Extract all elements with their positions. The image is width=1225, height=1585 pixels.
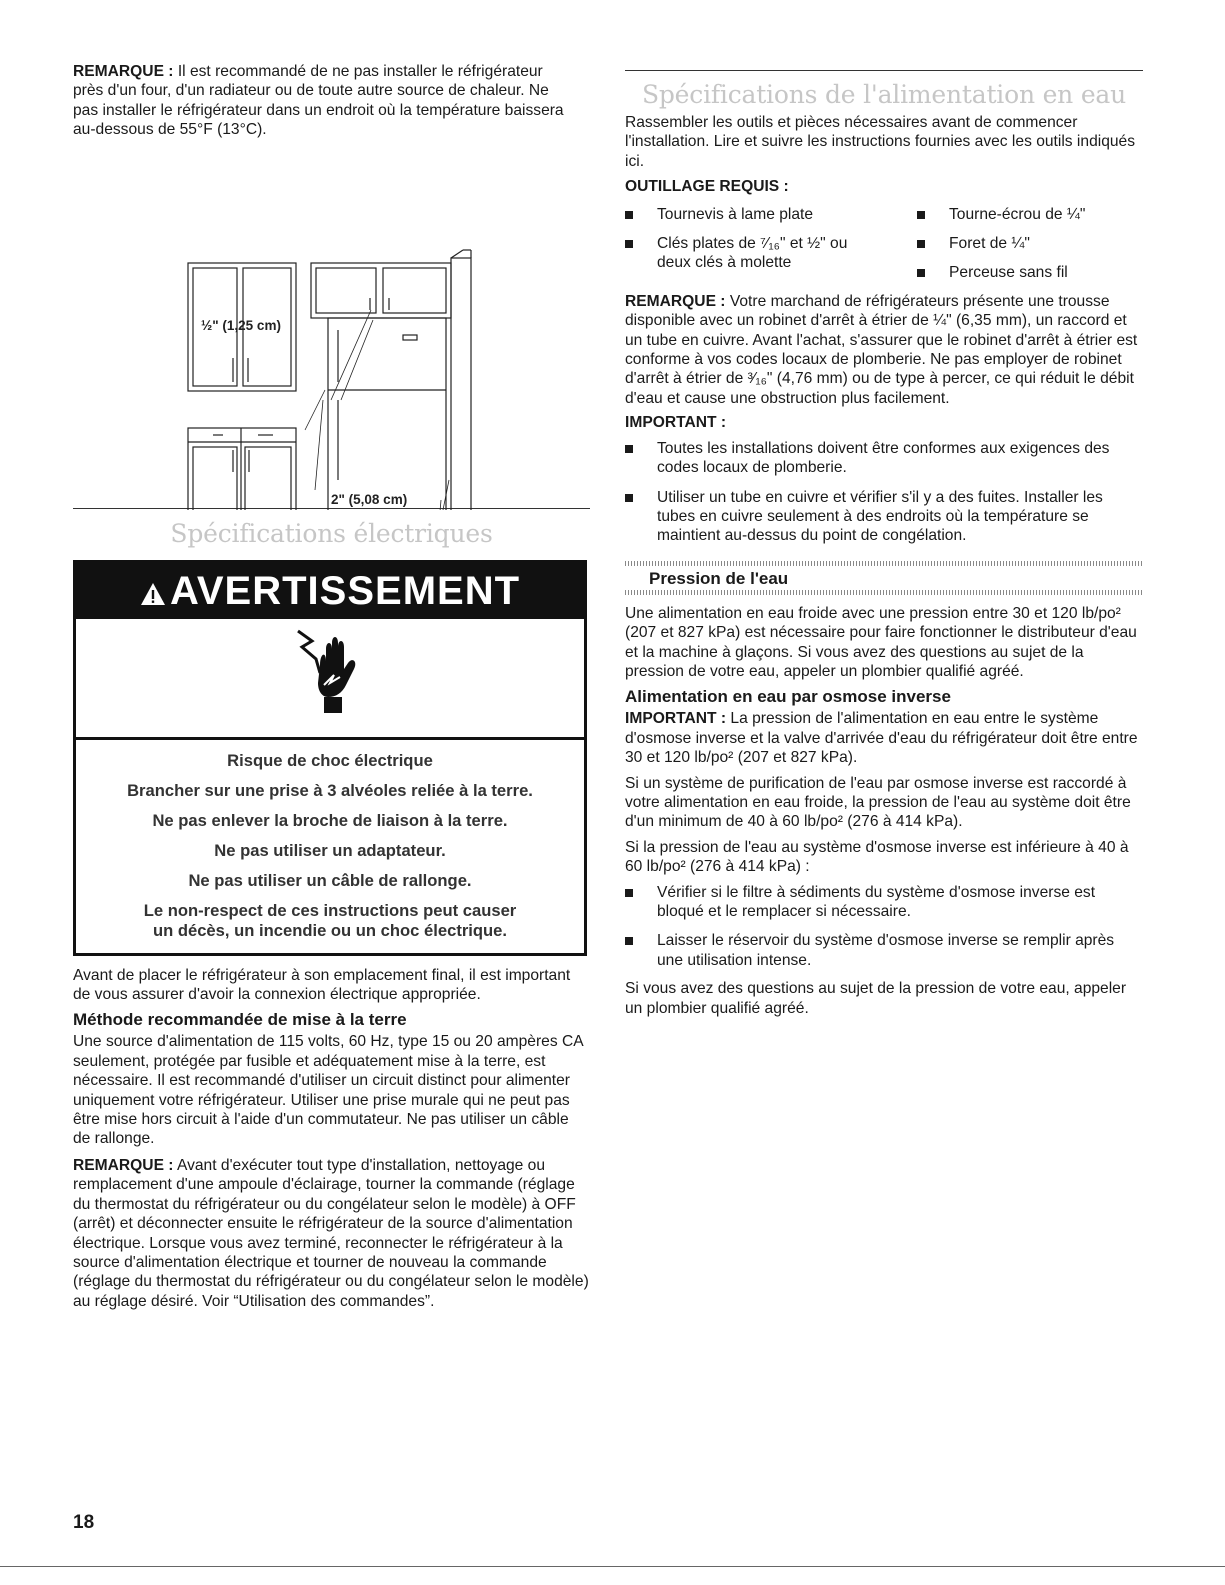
list-item	[917, 205, 1143, 224]
note-text: Votre marchand de réfrigérateurs présente une trousse disponible avec un robinet d'arrêt à étrier de ¼" (6,35 mm), un raccord et un tube en cuivre. Avant l'achat, s'assurer que le robinet d'arrêt à étrier est conforme à vos codes locaux de plomberie. Ne pas employer de robinet d'arrêt à étrier de ³⁄₁₆" (4,76 mm) ou de type à percer, ce qui réduit le débit d'eau et cause une obstruction plus facilement.	[625, 292, 1138, 407]
bullet-icon	[917, 269, 925, 277]
list-item	[625, 205, 917, 224]
note-remarque-power	[73, 1156, 590, 1311]
list-item	[625, 234, 917, 273]
water-intro: Rassembler les outils et pièces nécessaires avant de commencer l'installation. Lire et suivre les instructions fournies avec les outils indiqués ici.	[625, 114, 1136, 170]
bullet-icon	[917, 211, 925, 219]
bullet-icon	[625, 445, 633, 453]
warning-consequence: un décès, un incendie ou un choc électrique.	[152, 920, 508, 940]
list-item-text: Vérifier si le filtre à sédiments du système d'osmose inverse est bloqué et le remplacer si nécessaire.	[657, 883, 1096, 920]
left-column	[73, 62, 590, 1311]
warning-line: Ne pas utiliser un adaptateur.	[214, 840, 446, 860]
tool-name: Tourne-écrou de ¼"	[949, 205, 1086, 223]
grounding-method-title: Méthode recommandée de mise à la terre	[73, 1010, 407, 1030]
warning-consequence: Le non-respect de ces instructions peut causer	[143, 900, 517, 920]
list-item	[625, 488, 1143, 546]
list-item-text: Utiliser un tube en cuivre et vérifier s'il y a des fuites. Installer les tubes en cuivre seulement à des endroits où la température se maintient au-dessus du point de congélation.	[657, 488, 1103, 545]
installation-figure	[73, 150, 590, 510]
warning-line: Ne pas utiliser un câble de rallonge.	[188, 870, 472, 890]
list-item-text: Toutes les installations doivent être conformes aux exigences des codes locaux de plomberie.	[657, 439, 1110, 477]
bullet-icon	[625, 889, 633, 897]
list-item	[917, 234, 1143, 253]
tools-list-left	[625, 205, 917, 283]
right-column	[625, 70, 1143, 1018]
warning-line: Brancher sur une prise à 3 alvéoles reliée à la terre.	[127, 780, 533, 800]
bullet-icon	[625, 211, 633, 219]
important-list	[625, 439, 1143, 546]
note-remarque-kit	[625, 292, 1143, 408]
section-title-water: Spécifications de l'alimentation en eau	[641, 80, 1127, 109]
list-item	[625, 931, 1143, 970]
note-text: Il est recommandé de ne pas installer le réfrigérateur près d'un four, d'un radiateur ou de toute autre source de chaleur. Ne pas installer le réfrigérateur dans un endroit où la température baissera au-dessous de 55°F (13°C).	[73, 63, 564, 139]
tool-name: Tournevis à lame plate	[657, 205, 814, 223]
reverse-osmosis-p4: Si vous avez des questions au sujet de la pression de votre eau, appeler un plombier qualifié agréé.	[625, 980, 1127, 1017]
tool-name: Clés plates de ⁷⁄₁₆" et ½" ou deux clés à molette	[657, 235, 848, 272]
warning-text-block	[76, 740, 584, 953]
note-label: REMARQUE :	[73, 63, 174, 80]
list-item-text: Laisser le réservoir du système d'osmose inverse se remplir après une utilisation intense.	[657, 932, 1115, 969]
warning-header	[76, 563, 584, 619]
tools-list-right	[917, 205, 1143, 283]
important-title: IMPORTANT :	[625, 414, 727, 432]
pressure-title: Pression de l'eau	[649, 568, 789, 588]
warning-header-text: AVERTISSEMENT	[169, 568, 521, 613]
electric-hazard-icon	[76, 619, 584, 740]
electrical-intro: Avant de placer le réfrigérateur à son emplacement final, il est important de vous assurer d'avoir la connexion électrique appropriée.	[73, 966, 571, 1004]
dimension-label-top: ½" (1,25 cm)	[201, 317, 281, 333]
section-divider	[625, 70, 1143, 71]
note-label: REMARQUE :	[73, 1156, 174, 1174]
reverse-osmosis-important	[625, 709, 1143, 767]
tools-list	[625, 205, 1143, 283]
bullet-icon	[625, 494, 633, 502]
bullet-icon	[625, 937, 633, 945]
dimension-label-bottom: 2" (5,08 cm)	[331, 491, 408, 507]
warning-risk: Risque de choc électrique	[227, 750, 433, 770]
important-label: IMPORTANT :	[625, 710, 727, 728]
warning-box	[73, 560, 587, 956]
warning-line: Ne pas enlever la broche de liaison à la terre.	[152, 810, 508, 830]
bullet-icon	[625, 240, 633, 248]
important-text: La pression de l'alimentation en eau entre le système d'osmose inverse et la valve d'arrivée d'eau du réfrigérateur doit être entre 30 et 120 lb/po² (207 et 827 kPa).	[625, 710, 1138, 767]
note-label: REMARQUE :	[625, 292, 726, 310]
grounding-method-text: Une source d'alimentation de 115 volts, 60 Hz, type 15 ou 20 ampères CA seulement, protégée par fusible et adéquatement mise à la terre, est nécessaire. Il est recommandé d'utiliser un circuit distinct pour alimenter uniquement votre réfrigérateur. Utiliser une prise murale qui ne peut pas être mise hors circuit à l'aide d'un commutateur. Ne pas utiliser un câble de rallonge.	[73, 1033, 583, 1148]
page-number: 18	[73, 1512, 95, 1533]
bullet-icon	[917, 240, 925, 248]
tools-title: OUTILLAGE REQUIS :	[625, 178, 789, 196]
list-item	[917, 263, 1143, 282]
section-title-electrical: Spécifications électriques	[170, 518, 493, 548]
refrigerator-clearance-diagram	[73, 150, 590, 510]
reverse-osmosis-title: Alimentation en eau par osmose inverse	[625, 687, 951, 707]
note-text: Avant d'exécuter tout type d'installation, nettoyage ou remplacement d'une ampoule d'éclairage, tourner la commande (réglage du thermostat du réfrigérateur ou du congélateur selon le modèle) à OFF (arrêt) et déconnecter ensuite le réfrigérateur de la source d'alimentation électrique. Lorsque vous avez terminé, reconnecter le réfrigérateur à la source d'alimentation électrique et tourner de nouveau la commande (réglage du thermostat du réfrigérateur ou du congélateur selon le modèle) au réglage désiré. Voir “Utilisation des commandes”.	[73, 1156, 589, 1310]
pressure-text: Une alimentation en eau froide avec une pression entre 30 et 120 lb/po² (207 et 827 kPa) est nécessaire pour faire fonctionner le distributeur d'eau et la machine à glaçons. Si vous avez des questions au sujet de la pression de votre eau, appeler un plombier qualifié agréé.	[625, 604, 1137, 680]
warning-triangle-icon	[140, 565, 166, 621]
list-item	[625, 883, 1143, 922]
page-bottom-rule	[0, 1566, 1225, 1567]
note-remarque-placement	[73, 62, 573, 140]
tool-name: Foret de ¼"	[949, 235, 1030, 253]
reverse-osmosis-list	[625, 883, 1143, 971]
reverse-osmosis-p3: Si la pression de l'eau au système d'osmose inverse est inférieure à 40 à 60 lb/po² (276 à 414 kPa) :	[625, 838, 1129, 876]
reverse-osmosis-p2: Si un système de purification de l'eau par osmose inverse est raccordé à votre alimentation en eau froide, la pression de l'eau au système doit être d'un minimum de 40 à 60 lb/po² (276 à 414 kPa).	[625, 774, 1131, 831]
pressure-heading-bar	[625, 561, 1143, 595]
tool-name: Perceuse sans fil	[949, 264, 1068, 282]
list-item	[625, 439, 1143, 478]
